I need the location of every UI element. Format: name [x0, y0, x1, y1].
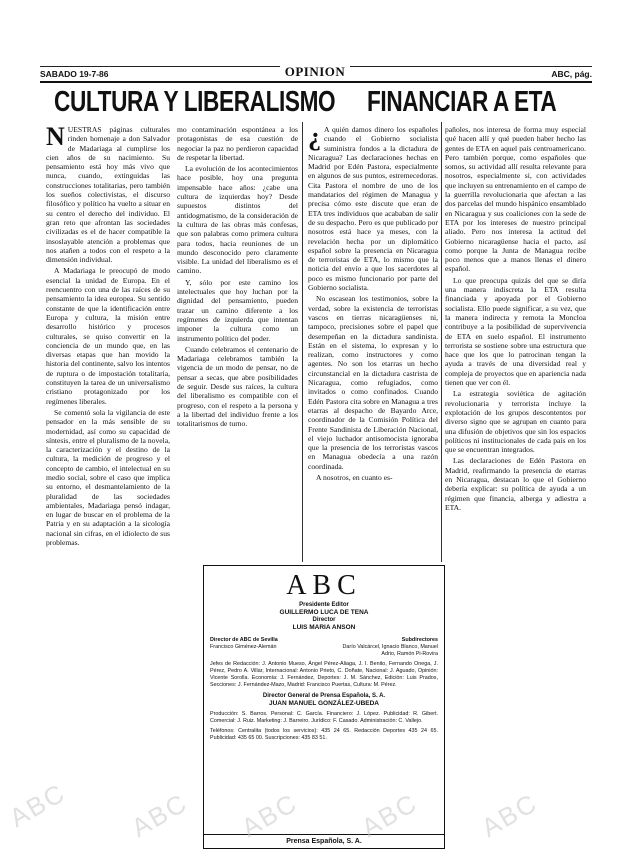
page-header	[40, 66, 592, 83]
paragraph: La evolución de los acontecimientos hace posible, hoy una pregunta impensable hace años: ¿cabe una cultura de izquierdas hoy? Desde supuestos distintos del antidogmatismo, de la consideración de la cultura de las obras más confesas, que son palabras como primera cultura para todos, hacia reuniones de un mundo desconocido pero claramente visible. La unidad del liberalismo es el camino.	[177, 164, 298, 276]
founder-label: Presidente Editor	[299, 602, 349, 608]
paragraph: Y, sólo por este camino los intelectuales que hoy luchan por la dignidad del pensamiento, pueden trazar un camino diferente a los regímenes de izquierda que intentan imponer la cultura como un instrumento político del poder.	[177, 277, 298, 343]
editorial-staff: Jefes de Redacción: J. Antonio Mueso, Ángel Pérez-Aliaga, J. I. Benito, Fernando Onega, J. Pérez, Pedro A. Villar, Internacional: Antonio Prieto, C. Doñate, Nacional: J. Aguado, Opinión: Vicente Sorolla. Economía: J. Fernández, Deportes: J. M. Sánchez, Edición: Luis Prados, Secciones: J. Fernández-Mazo, Madrid: Francisco Puertas, Cultura: M. Pérez.	[210, 661, 438, 688]
drop-cap: ¿	[308, 125, 321, 151]
paragraph: UESTRAS páginas culturales rinden homenaje a don Salvador de Madariaga al cumplirse los cien años de su nacimiento. Su pensamiento está hoy más vivo que nunca, cuando, extinguidas las construcciones totalitarias, pero también los sueños colectivistas, el discurso filosófico y político ha vuelto a situar en su centro el derecho del individuo. El gran reto que afrontan las sociedades civilizadas es el de hacer compatible la insoslayable atención a problemas que nos atañen a todos con el respeto a la dimensión individual.	[46, 125, 170, 265]
subdirectores: Darío Valcárcel, Ignacio Blanco, Manuel Adrio, Ramón Pi-Rovira	[342, 644, 438, 657]
founder-name: GUILLERMO LUCA DE TENA	[279, 609, 369, 616]
column-divider	[302, 122, 303, 562]
paragraph: No escasean los testimonios, sobre la verdad, sobre la existencia de terroristas vascos en tierras nicaragüenses ni, tampoco, precisiones sobre el papel que desempeñan en la dictadura sandinista. Están en el sistema, lo expresan y lo realizan, como instructores y como agentes. No son los etarras un hecho circunstancial en la dictadura castrista de Nicaragua, como refugiados, como invitados o como confinados. Cuando Edén Pastora cita sobre en Managua a tres etarras al despacho de Bayardo Arce, coordinador de la Comisión Política del Frente Sandinista de Liberación Nacional, el viejo luchador antisomocista ignoraba que la presencia de los terroristas vascos en Managua obedecía a una razón coordinada.	[308, 294, 438, 471]
sevilla-label: Director de ABC de Sevilla	[210, 637, 278, 643]
watermark: ABC	[476, 787, 543, 843]
publisher-bar: Prensa Española, S. A.	[204, 834, 444, 848]
watermark: ABC	[356, 787, 423, 843]
left-article-col1	[46, 125, 170, 825]
paragraph: Cuando celebramos el centenario de Madariaga celebramos también la vigencia de un modo de pensar, no de pensar a secas, que abre posibilidades de seguir. Desde sus raíces, la cultura del liberalismo es compatible con el progreso, con el respeto a la persona y a la libertad del individuo frente a los totalitarismos de turno.	[177, 344, 298, 429]
watermark: ABC	[236, 787, 303, 843]
phone-numbers: Teléfonos: Centralita (todos los servicios): 435 24 65. Redacción Deportes 435 24 65. Publicidad: 435 65 00. Suscripciones: 435 83 51.	[210, 728, 438, 741]
section-title: OPINION	[280, 64, 350, 80]
paragraph: A quién damos dinero los españoles cuando el Gobierno socialista suministra fondos a la dictadura de Nicaragua? Las declaraciones hechas en Madrid por Edén Pastora, especialmente en algunos de sus puntos, estremecedoras. Cita Pastora el nombre de uno de los mandatarios del régimen de Managua y precisa cómo este discute que eran de ETA tres individuos que acababan de salir de su despacho. Pero es que publicado por nosotros está hace ya meses, con la revelación hecha por un diplomático español sobre la presencia en Nicaragua de terroristas de ETA, lo mismo que la noticia del envío a que los sacerdotes al poco es mismo funcionario por parte del Gobierno socialista.	[308, 125, 438, 293]
paragraph: La estrategia soviética de agitación revolucionaria y terrorista incluye la explotación de los grupos descontentos por diverso signo que se agrupan en cuanto para una difusión de objetivos que sin los espacios políticos ni institucionales de cada país en los que se encuentran integrados.	[445, 389, 586, 455]
right-article-title: FINANCIAR A ETA	[367, 86, 557, 118]
masthead-row	[204, 644, 444, 658]
column-divider	[441, 122, 442, 562]
paragraph: A Madariaga le preocupó de modo esencial la unidad de Europa. En el reencuentro con una de las raíces de su pensamiento la idea europea. Su sentido constante de que la identificación entre Europa y cultura, la misión entre desarrollo histórico y procesos culturales, se quiso convertir en la conciencia de un mundo que, en las diversas etapas que han movido la historia del continente, salvo los intentos de ruptura o de impostación totalitaria, constituyen la tarea de un universalismo cristiano protagonizado por los regímenes liberales.	[46, 266, 170, 406]
paragraph: A nosotros, en cuanto es-	[316, 472, 393, 482]
right-article-col2	[445, 125, 586, 830]
paragraph: mo contaminación espontánea a los protagonistas de esa cuestión de negociar la paz no perdieron capacidad de respetar la libertad.	[177, 125, 298, 162]
header-date: SABADO 19-7-86	[40, 69, 109, 79]
general-director-label: Director General de Prensa Española, S. A.	[262, 693, 386, 699]
paragraph: Las declaraciones de Edén Pastora en Madrid, reafirmando la presencia de etarras en Nicaragua, destacan lo que el Gobierno debería explicar: su política de ayuda a un régimen que financia, alberga y adiestra a ETA.	[445, 456, 586, 512]
paragraph: pañoles, nos interesa de forma muy especial qué hacen allí y qué pueden haber hecho las gentes de ETA en aquel país centroamericano. Pero también porque, como españoles que somos, su actividad allí resulta relevante para nosotros, especialmente si, con actividades que incluyen su entrenamiento en el campo de la guerrilla revolucionaria que afectan a las dos parcelas del mundo hispánico ensamblado en Nicaragua y sus coaliciones con la sede de ETA por los intereses de nuestro principal aliado. Pero nos interesa la actitud del Gobierno nicaragüense hacia el pacto, así como porque la Junta de Managua recibe poco menos que a manos llenas el dinero español.	[445, 125, 586, 274]
sevilla-name: Francisco Giménez-Alemán	[210, 644, 277, 650]
header-page: ABC, pág.	[551, 69, 592, 79]
adjuntos-label: Subdirectores	[401, 637, 438, 643]
masthead-row	[204, 637, 444, 644]
director-name: LUIS MARIA ANSON	[292, 624, 356, 631]
production-staff: Producción: S. Barros. Personal: C. García. Financiero: J. López. Publicidad: R. Gibert. Comercial: J. Ruiz. Marketing: J. Barreiro. Jurídico: F. Casado. Administración: C. Vallejo.	[210, 711, 438, 724]
left-article-title: CULTURA Y LIBERALISMO	[54, 86, 336, 118]
left-article-col2	[177, 125, 298, 500]
right-article-col1	[308, 125, 438, 555]
director-label: Director	[312, 617, 336, 623]
abc-logo: ABC	[286, 570, 362, 601]
drop-cap: N	[46, 125, 65, 151]
watermark: ABC	[4, 777, 71, 833]
watermark: ABC	[126, 787, 193, 843]
paragraph: Se comentó sola la vigilancia de este pensador en la más sensible de su modernidad, así como su capacidad de síntesis, entre el pluralismo de la novela, la caracterización y el destino de la cultura, la medición de progreso y el concepto de cambio, el intelectual en su medio social, sobre el caso que implica su entorno, el desmantelamiento de la pluralidad de las sociedades ambientales, Madariaga pensó indagar, en lugar de buscar en el problema de la Patria y en su adaptación a la sicología nacional sin cifras, en el idiolecto de sus problemas.	[46, 407, 170, 548]
general-director-name: JUAN MANUEL GONZÁLEZ-UBEDA	[268, 700, 380, 707]
paragraph: Lo que preocupa quizás del que se diría una manera indiscreta la ETA resulta financiada y apoyada por el Gobierno socialista. Ello puede significar, a su vez, que la manera indirecta y remota la Moncloa contribuye a la posibilidad de supervivencia de ETA en suelo español. El instrumento terrorista se sostiene sobre una estructura que hace que los que lo patrocinan tengan la ayuda a través de una diversidad real y compleja de proyectos que en apariencia nada tienen que ver con él.	[445, 275, 586, 388]
